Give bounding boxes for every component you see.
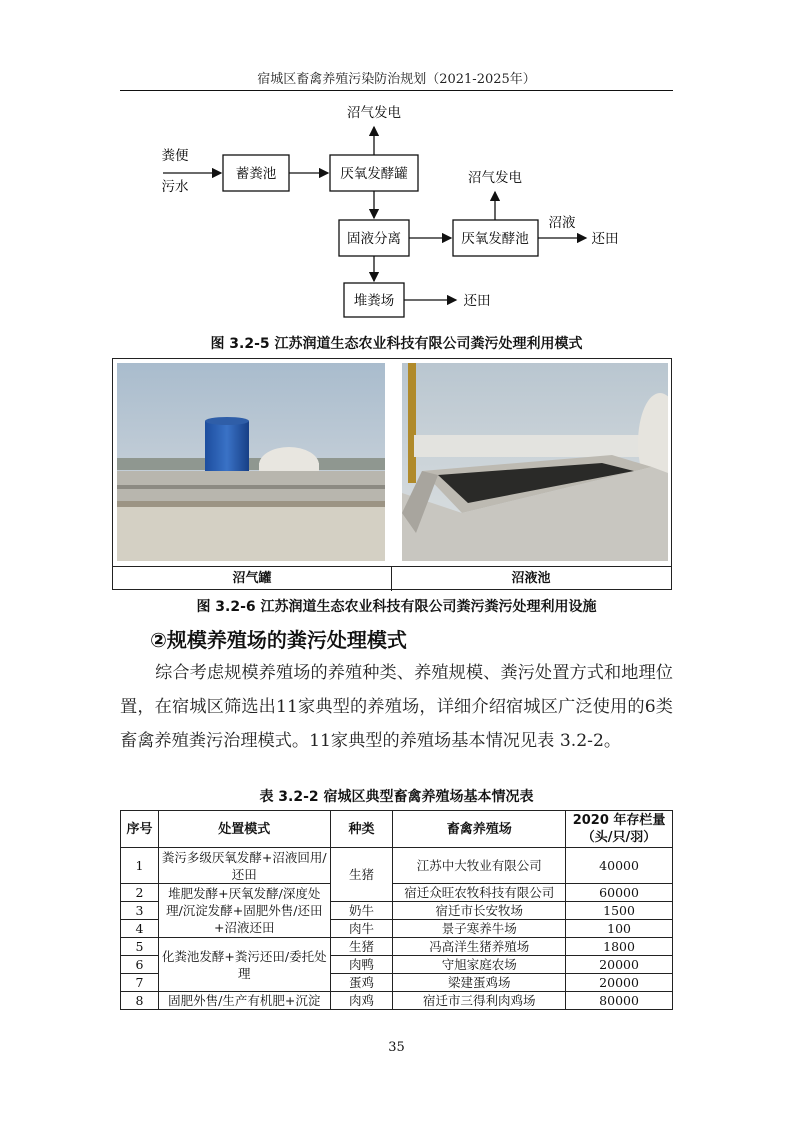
cell-farm: 江苏中大牧业有限公司 [393, 848, 566, 884]
table-row [121, 848, 673, 884]
digester-pond-label: 厌氧发酵池 [461, 231, 529, 247]
cell-count: 20000 [566, 956, 673, 974]
body-paragraph-text: 综合考虑规模养殖场的养殖种类、养殖规模、粪污处置方式和地理位置，在宿城区筛选出11家典型的养殖场，详细介绍宿城区广泛使用的6类畜禽养殖粪污治理模式。11家典型的养殖场基本情况见表 3.2-2。 [120, 663, 673, 751]
cell-count: 100 [566, 920, 673, 938]
photo-panel [112, 358, 672, 590]
cell-count: 1800 [566, 938, 673, 956]
cell-type: 生猪 [330, 938, 393, 956]
cell-count: 60000 [566, 884, 673, 902]
table-header-row [121, 811, 673, 848]
input-top-label: 粪便 [161, 148, 189, 164]
return-field-2-label: 还田 [463, 293, 491, 309]
cell-farm: 宿迁市长安牧场 [393, 902, 566, 920]
page-number: 35 [388, 1040, 405, 1055]
page-header: 宿城区畜禽养殖污染防治规划（2021-2025年） [257, 72, 536, 87]
col-header-count-line2: （头/只/羽） [581, 830, 657, 845]
cell-mode: 化粪池发酵+粪污还田/委托处理 [158, 938, 330, 992]
col-header-no: 序号 [121, 811, 159, 848]
flowchart [0, 0, 793, 330]
return-field-1-label: 还田 [591, 231, 619, 247]
body-paragraph [120, 656, 673, 758]
section-heading: ②规模养殖场的粪污处理模式 [150, 628, 407, 652]
slurry-pond-photo [402, 363, 668, 561]
figure-2-caption: 图 3.2-6 江苏润道生态农业科技有限公司粪污粪污处理利用设施 [196, 599, 597, 615]
cell-no: 5 [121, 938, 159, 956]
cell-count: 80000 [566, 992, 673, 1010]
right-photo-label: 沼液池 [391, 566, 671, 591]
cell-farm: 冯高洋生猪养殖场 [393, 938, 566, 956]
table-title: 表 3.2-2 宿城区典型畜禽养殖场基本情况表 [259, 789, 534, 805]
col-header-count [566, 811, 673, 848]
cell-type: 蛋鸡 [330, 974, 393, 992]
cell-count: 1500 [566, 902, 673, 920]
cell-count: 40000 [566, 848, 673, 884]
cell-farm: 梁建蛋鸡场 [393, 974, 566, 992]
cell-no: 6 [121, 956, 159, 974]
col-header-farm: 畜禽养殖场 [393, 811, 566, 848]
cell-type: 奶牛 [330, 902, 393, 920]
col-header-mode: 处置模式 [158, 811, 330, 848]
biogas-power-2-label: 沼气发电 [468, 170, 522, 186]
biogas-tank-photo [117, 363, 385, 561]
cell-type: 肉鸭 [330, 956, 393, 974]
cell-mode: 粪污多级厌氧发酵+沼液回用/还田 [158, 848, 330, 884]
separation-label: 固液分离 [347, 231, 401, 247]
storage-label: 蓄粪池 [235, 166, 277, 182]
table-row [121, 884, 673, 902]
cell-no: 3 [121, 902, 159, 920]
cell-farm: 景子寒养牛场 [393, 920, 566, 938]
cell-farm: 宿迁众旺农牧科技有限公司 [393, 884, 566, 902]
cell-no: 2 [121, 884, 159, 902]
cell-mode: 固肥外售/生产有机肥+沉淀 [158, 992, 330, 1010]
cell-no: 1 [121, 848, 159, 884]
farm-table [120, 810, 673, 1010]
biogas-power-1-label: 沼气发电 [347, 105, 401, 121]
manure-yard-label: 堆粪场 [353, 293, 395, 309]
table-row [121, 938, 673, 956]
cell-count: 20000 [566, 974, 673, 992]
figure-1-caption: 图 3.2-5 江苏润道生态农业科技有限公司粪污处理利用模式 [210, 336, 583, 352]
slurry-label: 沼液 [548, 215, 576, 231]
cell-farm: 宿迁市三得利肉鸡场 [393, 992, 566, 1010]
cell-farm: 守旭家庭农场 [393, 956, 566, 974]
digester-tank-label: 厌氧发酵罐 [340, 166, 408, 182]
left-photo-label: 沼气罐 [113, 566, 392, 591]
cell-type: 生猪 [330, 848, 393, 902]
col-header-type: 种类 [330, 811, 393, 848]
cell-type: 肉鸡 [330, 992, 393, 1010]
cell-no: 7 [121, 974, 159, 992]
cell-mode: 堆肥发酵+厌氧发酵/深度处理/沉淀发酵+固肥外售/还田+沼液还田 [158, 884, 330, 938]
cell-no: 8 [121, 992, 159, 1010]
input-bottom-label: 污水 [161, 179, 189, 195]
col-header-count-line1: 2020 年存栏量 [572, 813, 666, 828]
cell-no: 4 [121, 920, 159, 938]
table-row [121, 992, 673, 1010]
cell-type: 肉牛 [330, 920, 393, 938]
